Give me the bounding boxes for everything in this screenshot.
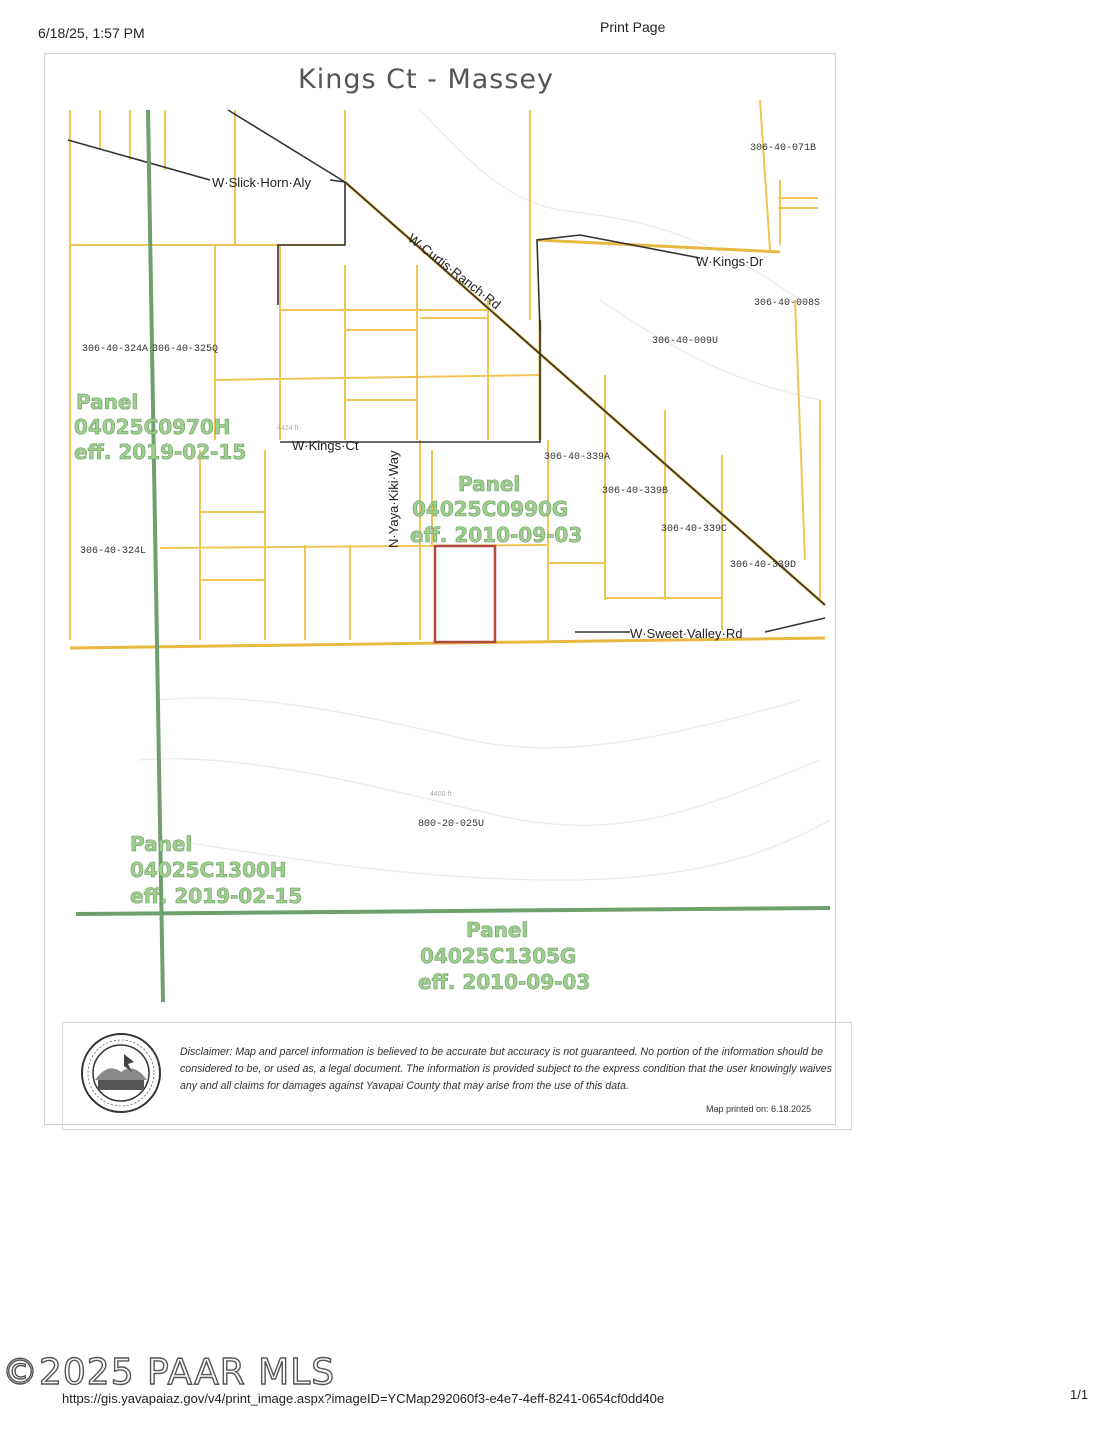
parcel-label: 306-40-325Q: [152, 344, 219, 355]
street-label: W·Curtis·Ranch·Rd: [405, 230, 504, 313]
street-label: W·Sweet·Valley·Rd: [630, 626, 743, 641]
panel-eff: eff. 2010-09-03: [410, 523, 583, 547]
panel-label: Panel: [466, 918, 529, 942]
yavapai-county-seal-icon: [80, 1032, 162, 1114]
mls-watermark: ©2025 PAAR MLS: [2, 1352, 336, 1393]
map-title: Kings Ct - Massey: [298, 64, 555, 95]
contour-label: 4424 ft: [277, 425, 299, 432]
panel-eff: eff. 2019-02-15: [130, 884, 303, 908]
parcel-label: 306-40-324L: [80, 546, 147, 557]
panel-id: 04025C1305G: [420, 944, 577, 968]
contour-label: 4400 ft: [430, 791, 452, 798]
print-datetime: 6/18/25, 1:57 PM: [38, 25, 145, 41]
parcel-label: 306-40-324A: [82, 344, 149, 355]
parcel-label: 306-40-339D: [730, 560, 797, 571]
street-label: W·Slick·Horn·Aly: [212, 175, 311, 190]
parcel-label: 306-40-009U: [652, 336, 719, 347]
subject-parcel-outline: [435, 546, 495, 642]
disclaimer-text: Disclaimer: Map and parcel information is believed to be accurate but accuracy is not guaranteed. No portion of the information should be considered to be, or used as, a legal document. The information is provided subject to the express condition that the user knowingly waives any and all claims for damages against Yavapai County that may arise from the use of this data.: [180, 1046, 832, 1092]
parcel-label: 306-40-339B: [602, 486, 669, 497]
street-label: W·Kings·Dr: [696, 254, 764, 269]
street-label: N·Yaya·Kiki·Way: [386, 450, 401, 548]
page-number: 1/1: [1070, 1387, 1089, 1402]
flood-panel-labels: [74, 390, 590, 994]
street-label: W·Kings·Ct: [292, 438, 359, 453]
parcel-label: 306-40-339C: [661, 524, 728, 535]
panel-label: Panel: [130, 832, 193, 856]
panel-label: Panel: [458, 472, 521, 496]
parcel-lines: [70, 100, 820, 640]
panel-eff: eff. 2019-02-15: [74, 440, 247, 464]
panel-eff: eff. 2010-09-03: [418, 970, 591, 994]
page-url: https://gis.yavapaiaz.gov/v4/print_image.aspx?imageID=YCMap292060f3-e4e7-4eff-8241-0654cf0dd40e: [62, 1391, 665, 1406]
parcel-label: 306-40-071B: [750, 143, 817, 154]
panel-label: Panel: [76, 390, 139, 414]
street-centerlines: [68, 110, 825, 632]
panel-id: 04025C0970H: [74, 415, 231, 439]
parcel-label: 306-40-339A: [544, 452, 611, 463]
print-page-title: Print Page: [600, 19, 666, 35]
panel-id: 04025C1300H: [130, 858, 287, 882]
parcel-label: 800-20-025U: [418, 819, 485, 830]
panel-id: 04025C0990G: [412, 497, 569, 521]
parcel-label: 306-40-008S: [754, 298, 821, 309]
map-printed-date: Map printed on: 6.18.2025: [706, 1104, 812, 1114]
